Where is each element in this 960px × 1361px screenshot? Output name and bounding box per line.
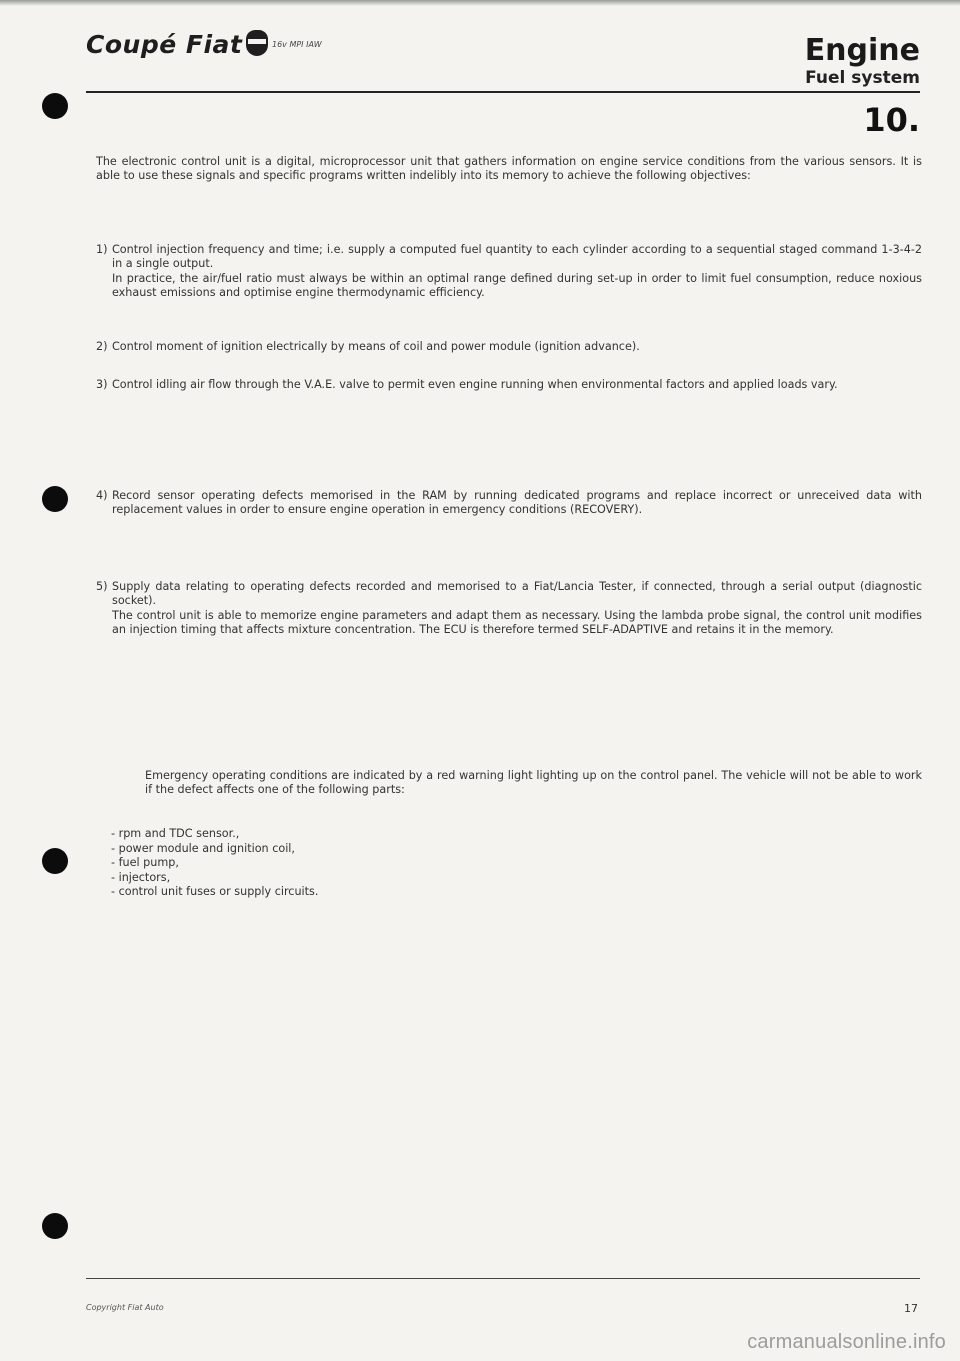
binder-hole-4 <box>42 1213 68 1239</box>
objective-number: 2) <box>96 340 108 353</box>
objective-extra-text: In practice, the air/fuel ratio must always be within an optimal range defined during set-up in order to limit fuel consumption, reduce noxious exhaust emissions and optimise engine thermodynamic efficiency. <box>112 271 922 300</box>
intro-paragraph: The electronic control unit is a digital, microprocessor unit that gathers information on engine service conditions from the various sensors. It is able to use these signals and specific programs written indelibly into its memory to achieve the following objectives: <box>96 155 922 183</box>
engine-variant: 16v MPI IAW <box>272 40 322 49</box>
page-number: 17 <box>904 1302 918 1315</box>
copyright-notice: Copyright Fiat Auto <box>86 1303 164 1312</box>
list-item: - fuel pump, <box>111 856 179 870</box>
subsection-title: Fuel system <box>805 68 920 88</box>
objective-text: Supply data relating to operating defects recorded and memorised to a Fiat/Lancia Tester, if connected, through a serial output (diagnostic socket). <box>112 580 922 608</box>
binder-hole-3 <box>42 848 68 874</box>
section-title: Engine <box>804 33 920 68</box>
affected-parts-list <box>111 827 611 900</box>
chapter-number: 10. <box>863 101 920 139</box>
binder-hole-2 <box>42 486 68 512</box>
footer-divider <box>86 1278 920 1279</box>
objective-number: 3) <box>96 378 108 391</box>
objective-text: Control injection frequency and time; i.e. supply a computed fuel quantity to each cylinder according to a sequential staged command 1-3-4-2 in a single output. <box>112 243 922 271</box>
objective-number: 5) <box>96 580 108 593</box>
objective-1 <box>96 243 922 301</box>
objective-5 <box>96 580 922 638</box>
objective-text: Control moment of ignition electrically by means of coil and power module (ignition advance). <box>112 340 640 353</box>
objective-text: Control idling air flow through the V.A.E. valve to permit even engine running when environmental factors and applied loads vary. <box>112 378 838 391</box>
objective-number: 1) <box>96 243 108 256</box>
objective-4 <box>96 489 922 518</box>
list-item: - rpm and TDC sensor., <box>111 827 240 840</box>
list-item: - power module and ignition coil, <box>111 841 295 855</box>
binder-hole-1 <box>42 93 68 119</box>
watermark-link[interactable]: carmanualsonline.info <box>747 1331 946 1353</box>
list-item: - injectors, <box>111 870 171 884</box>
list-item: - control unit fuses or supply circuits. <box>111 885 319 899</box>
header-divider <box>86 91 920 93</box>
brand-title: Coupé Fiat <box>86 30 243 59</box>
emergency-note: Emergency operating conditions are indicated by a red warning light lighting up on the control panel. The vehicle will not be able to work if the defect affects one of the following parts: <box>145 769 922 797</box>
scan-top-edge <box>0 0 960 6</box>
objective-text: Record sensor operating defects memorised in the RAM by running dedicated programs and replace incorrect or unreceived data with replacement values in order to ensure engine operation in emergency conditions (RECOVERY). <box>112 489 922 517</box>
objective-extra-text: The control unit is able to memorize engine parameters and adapt them as necessary. Using the lambda probe signal, the control unit modifies an injection timing that affects mixture concentration. The ECU is therefore termed SELF-ADAPTIVE and retains it in the memory. <box>112 608 922 637</box>
objective-number: 4) <box>96 489 108 502</box>
objective-3 <box>96 378 922 392</box>
objective-2 <box>96 340 922 354</box>
fiat-logo-icon <box>246 30 268 56</box>
